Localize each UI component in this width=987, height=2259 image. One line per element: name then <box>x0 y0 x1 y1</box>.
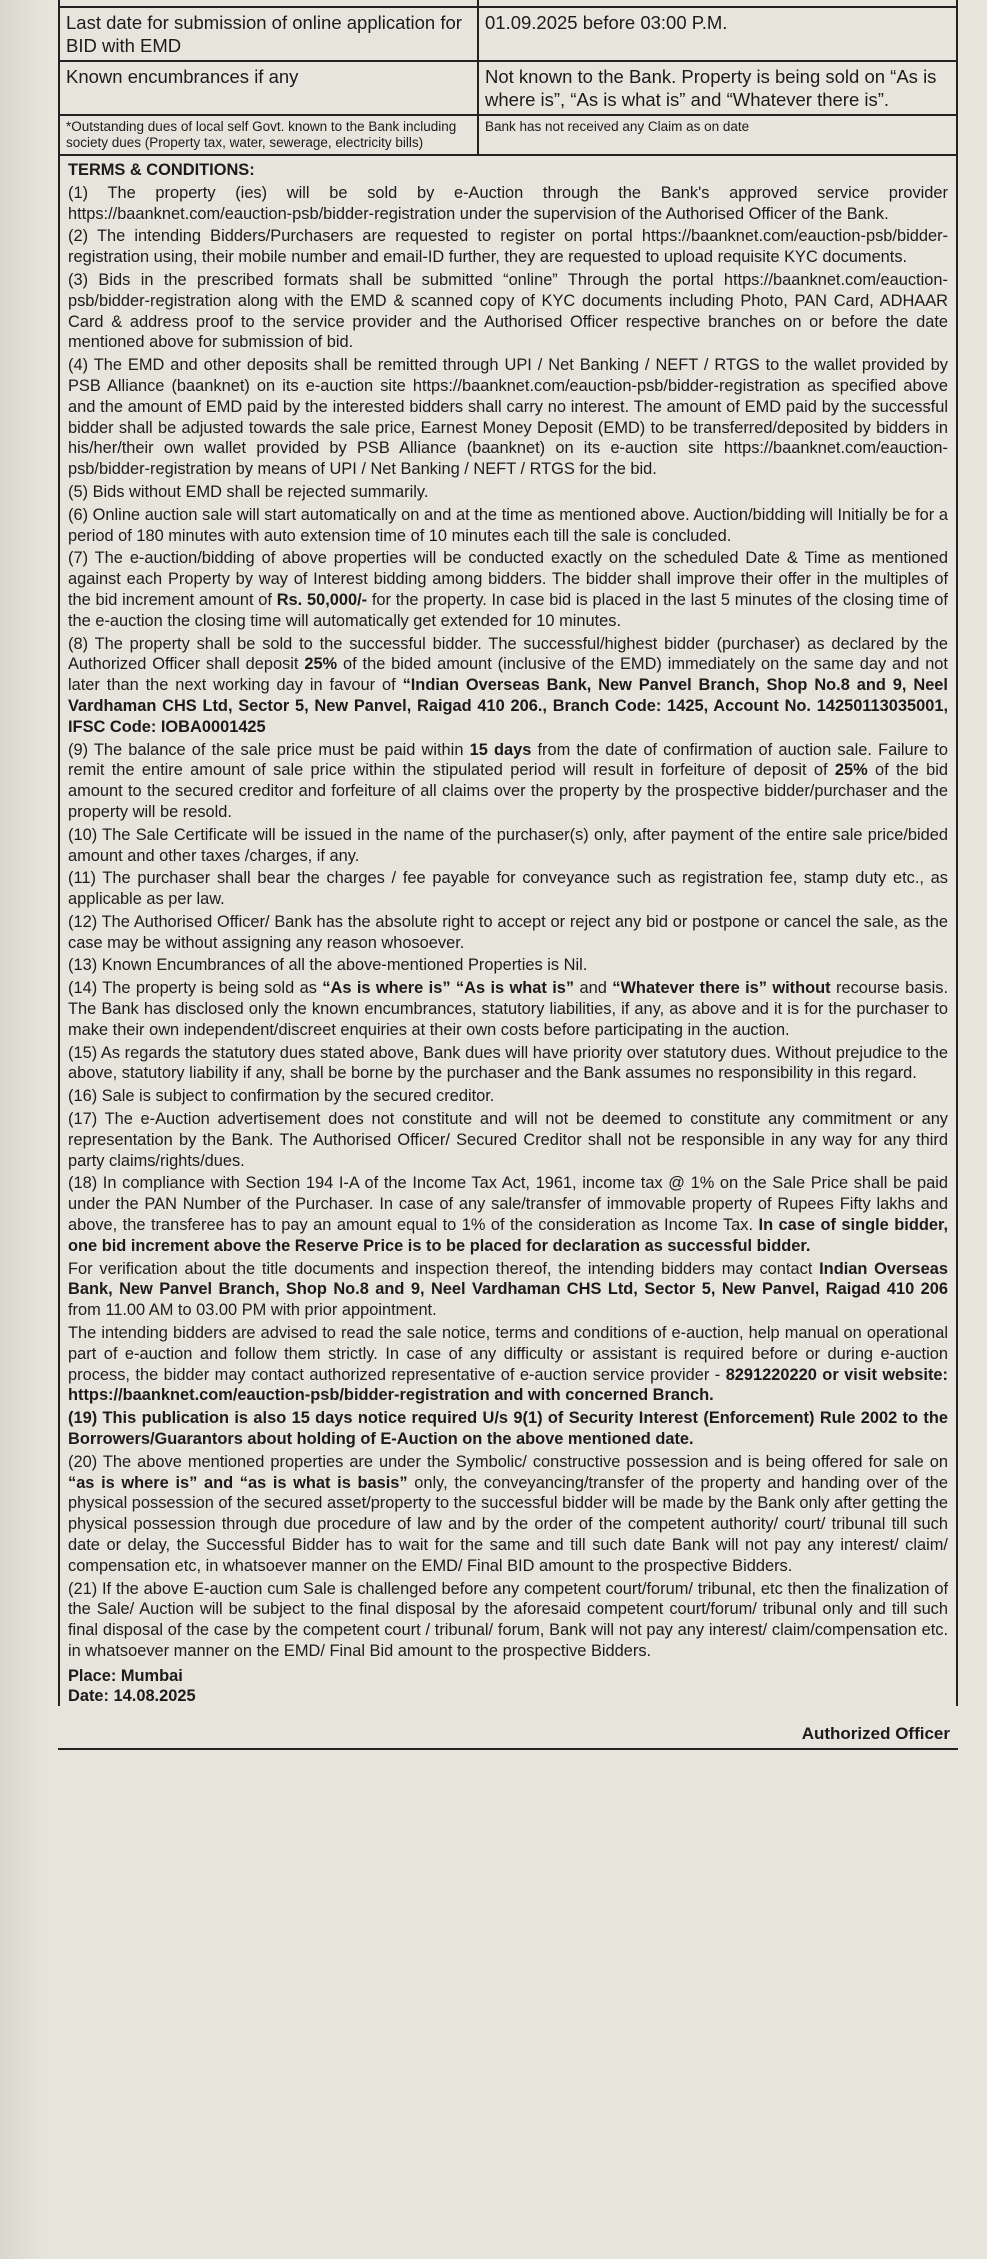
table-row <box>59 61 957 115</box>
clause-13: (13) Known Encumbrances of all the above-mentioned Properties is Nil. <box>68 956 588 975</box>
bottom-border <box>58 1748 958 1750</box>
row-value: 01.09.2025 before 03:00 P.M. <box>478 7 957 61</box>
clause-5: (5) Bids without EMD shall be rejected summarily. <box>68 482 429 501</box>
clause-14: (14) The property is being sold as “As is where is” “As is what is” and “Whatever there is” without recourse basis. The Bank has disclosed only the known encumbrances, statutory liabilities, if any, as above and it is for the purchaser to make their own independent/discreet enquiries at their own costs before participating in the auction. <box>68 979 948 1039</box>
verification-note: For verification about the title documents and inspection thereof, the intending bidders may contact Indian Overseas Bank, New Panvel Branch, Shop No.8 and 9, Neel Vardhaman CHS Ltd, Sector 5, New Panvel, Raigad 410 206 from 11.00 AM to 03.00 PM with prior appointment. <box>68 1259 948 1320</box>
clause-16: (16) Sale is subject to confirmation by the secured creditor. <box>68 1087 495 1106</box>
clause-6: (6) Online auction sale will start automatically on and at the time as mentioned above. Auction/bidding will Initially be for a period of 180 minutes with auto extension time of 10 minutes each till the sale is concluded. <box>68 505 948 545</box>
clause-7: (7) The e-auction/bidding of above properties will be conducted exactly on the scheduled Date & Time as mentioned against each Property by way of Interest bidding among bidders. The bidder shall improve their offer in the multiples of the bid increment amount of Rs. 50,000/- for the property. In case bid is placed in the last 5 minutes of the closing time of the e-auction the closing time will automatically get extended for 10 minutes. <box>68 549 948 630</box>
row-label: Known encumbrances if any <box>59 61 478 115</box>
clause-18: (18) In compliance with Section 194 I-A of the Income Tax Act, 1961, income tax @ 1% on the Sale Price shall be paid under the PAN Number of the Purchaser. In case of any sale/transfer of immovable property of Rupees Fifty lakhs and above, the transferee has to pay an amount equal to 1% of the consideration as Income Tax. In case of single bidder, one bid increment above the Reserve Price is to be placed for declaration as successful bidder. <box>68 1174 949 1255</box>
place-date-block <box>68 1666 948 1706</box>
table-row <box>59 115 957 155</box>
row-label: Last date for submission of online application for BID with EMD <box>59 7 478 61</box>
info-table <box>58 0 958 156</box>
clause-21: (21) If the above E-auction cum Sale is challenged before any competent court/forum/ tribunal, etc then the finalization of the Sale/ Auction will be subject to the final disposal by the aforesaid competent court/forum/ tribunal only and till such final disposal of the case by the competent court / tribunal/ forum, Bank will not pay any interest/ claim/compensation etc. in whatsoever manner on the EMD/ Final Bid amount to the prospective Bidders. <box>68 1579 948 1660</box>
clause-10: (10) The Sale Certificate will be issued in the name of the purchaser(s) only, after payment of the entire sale price/bided amount and other taxes /charges, if any. <box>68 825 948 865</box>
clause-4: (4) The EMD and other deposits shall be remitted through UPI / Net Banking / NEFT / RTGS to the wallet provided by PSB Alliance (baanknet) on its e-auction site https://baanknet.com/eauction-psb/bidder-registration as specified above and the amount of EMD paid by the interested bidders shall carry no interest. The amount of EMD paid by the successful bidder shall be adjusted towards the sale price, Earnest Money Deposit (EMD) to be transferred/deposited by bidders in his/her/their own wallet provided by PSB Alliance (baanknet) on its e-auction site https://baanknet.com/eauction-psb/bidder-registration by means of UPI / Net Banking / NEFT / RTGS for the bid. <box>68 356 948 479</box>
date: Date: 14.08.2025 <box>68 1686 196 1705</box>
row-value: Not known to the Bank. Property is being sold on “As is where is”, “As is what is” and “Whatever there is”. <box>478 61 957 115</box>
place: Place: Mumbai <box>68 1666 183 1685</box>
clause-12: (12) The Authorised Officer/ Bank has the absolute right to accept or reject any bid or postpone or cancel the sale, as the case may be without assigning any reason whosoever. <box>68 912 948 952</box>
advisory-note: The intending bidders are advised to read the sale notice, terms and conditions of e-auction, help manual on operational part of e-auction and follow them strictly. In case of any difficulty or assistant is required before or during e-auction process, the bidder may contact authorized representative of e-auction service provider - 8291220220 or visit website: https://baanknet.com/eauction-psb/bidder-registration and with concerned Branch. <box>68 1324 948 1405</box>
clause-3: (3) Bids in the prescribed formats shall be submitted “online” Through the portal https://baanknet.com/eauction-psb/bidder-registration along with the EMD & scanned copy of KYC documents including Photo, PAN Card, ADHAAR Card & address proof to the service provider and the Authorised Officer respective branches on or before the date mentioned above for submission of bid. <box>68 270 948 352</box>
page-left-margin <box>0 0 44 2259</box>
clause-15: (15) As regards the statutory dues stated above, Bank dues will have priority over statutory dues. Without prejudice to the above, statutory liability if any, shall be borne by the purchaser and the Bank assumes no responsibility in this regard. <box>68 1043 948 1083</box>
terms-section <box>58 156 958 1706</box>
clause-19: (19) This publication is also 15 days notice required U/s 9(1) of Security Interest (Enforcement) Rule 2002 to the Borrowers/Guarantors about holding of E-Auction on the above mentioned date. <box>68 1409 948 1449</box>
clause-8: (8) The property shall be sold to the successful bidder. The successful/highest bidder (purchaser) as declared by the Authorized Officer shall deposit 25% of the bided amount (inclusive of the EMD) immediately on the same day and not later than the next working day in favour of “Indian Overseas Bank, New Panvel Branch, Shop No.8 and 9, Neel Vardhaman CHS Ltd, Sector 5, New Panvel, Raigad 410 206., Branch Code: 1425, Account No. 14250113035001, IFSC Code: IOBA0001425 <box>68 634 948 736</box>
clause-17: (17) The e-Auction advertisement does not constitute and will not be deemed to constitute any commitment or any representation by the Bank. The Authorised Officer/ Secured Creditor shall not be responsible in any way for any third party claims/rights/dues. <box>68 1110 948 1170</box>
table-row <box>59 7 957 61</box>
terms-heading: TERMS & CONDITIONS: <box>68 161 255 179</box>
clause-1: (1) The property (ies) will be sold by e-Auction through the Bank's approved service provider https://baanknet.com/eauction-psb/bidder-registration under the supervision of the Authorised Officer of the Bank. <box>68 183 948 223</box>
row-value: Bank has not received any Claim as on date <box>478 115 957 155</box>
table-top-stub <box>59 0 957 7</box>
clause-9: (9) The balance of the sale price must be paid within 15 days from the date of confirmation of auction sale. Failure to remit the entire amount of sale price within the stipulated period will result in forfeiture of deposit of 25% of the bid amount to the secured creditor and forfeiture of all claims over the property by the prospective bidder/purchaser and the property will be resold. <box>68 740 948 821</box>
clause-2: (2) The intending Bidders/Purchasers are requested to register on portal https://baanknet.com/eauction-psb/bidder-registration using, their mobile number and email-ID further, they are requested to upload requisite KYC documents. <box>68 227 948 267</box>
authorized-officer-signature: Authorized Officer <box>801 1723 950 1743</box>
row-label: *Outstanding dues of local self Govt. known to the Bank including society dues (Property tax, water, sewerage, electricity bills) <box>59 115 478 155</box>
clause-20: (20) The above mentioned properties are under the Symbolic/ constructive possession and is being offered for sale on “as is where is” and “as is what is basis” only, the conveyancing/transfer of the property and handing over of the physical possession of the secured asset/property to the successful bidder will be made by the Bank only after getting the physical possession through due procedure of law and by the order of the competent authority/ court/ tribunal till such date or delay, the Successful Bidder has to wait for the same and till such date Bank will not pay any interest/ claim/ compensation etc, in whatsoever manner on the EMD/ Final BID amount to the prospective Bidders. <box>68 1452 948 1575</box>
clause-11: (11) The purchaser shall bear the charges / fee payable for conveyance such as registration fee, stamp duty etc., as applicable as per law. <box>68 869 948 909</box>
